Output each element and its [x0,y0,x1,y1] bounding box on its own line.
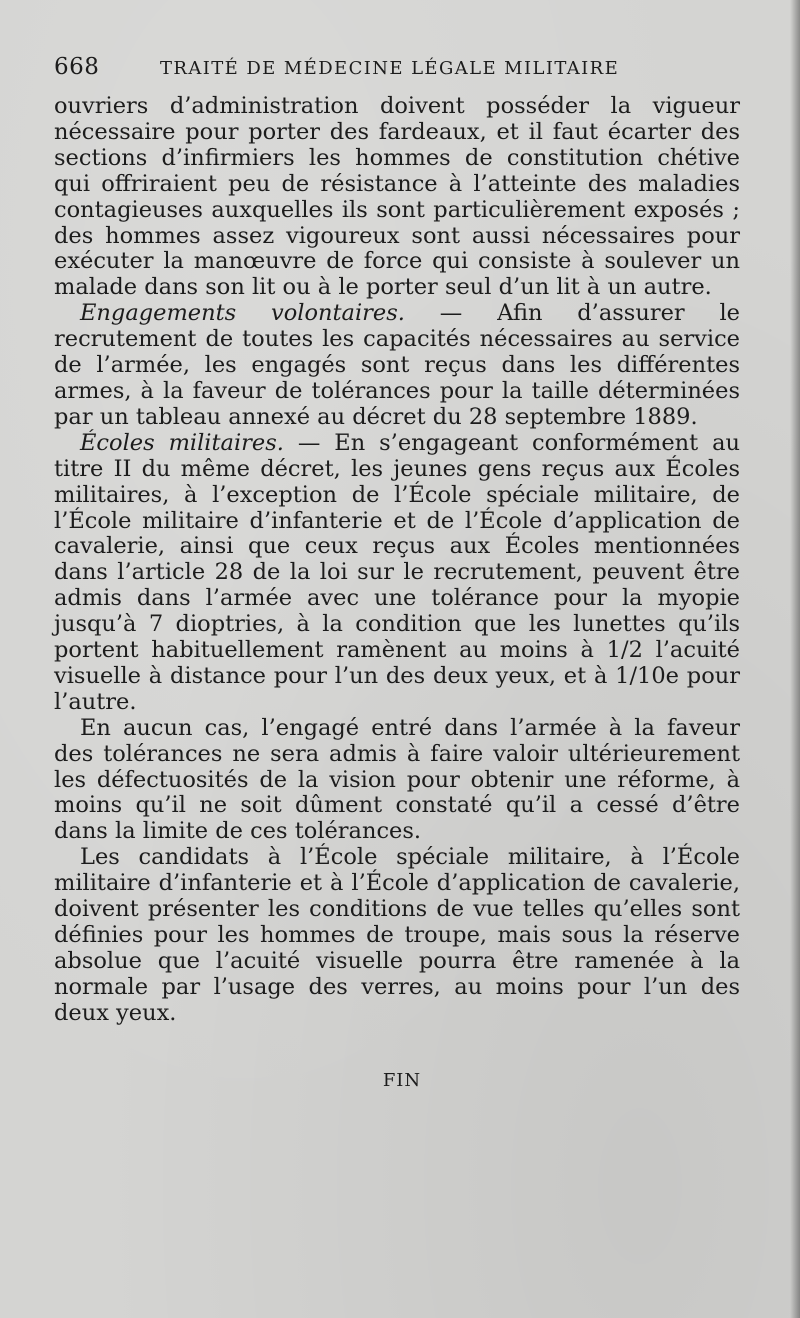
paragraph-text: En aucun cas, l’engagé entré dans l’armée à la faveur des tolérances ne sera admis à faire valoir ultérieurement les défectuosités de la vision pour obtenir une réforme, à moins qu’il ne soit dûment constaté qu’il a cessé d’être dans la limite de ces tolérances. [54,714,740,845]
section-heading: Écoles militaires. [80,429,284,456]
paragraph-les-candidats [54,845,740,1026]
body-text [54,94,740,1027]
end-mark: FIN [382,1070,422,1091]
running-title: TRAITÉ DE MÉDECINE LÉGALE MILITAIRE [160,58,620,79]
page-edge-shadow [790,0,800,1318]
section-heading: Engagements volontaires. [80,300,405,327]
paragraph-text: — En s’engageant conformément au titre II du même décret, les jeunes gens reçus aux Écoles militaires, à l’exception de l’École spéciale militaire, de l’École militaire d’infanterie et de l’École d’application de cavalerie, ainsi que ceux reçus aux Écoles mentionnées dans l’article 28 de la loi sur le recrutement, peuvent être admis dans l’armée avec une tolérance pour la myopie jusqu’à 7 dioptries, à la condition que les lunettes qu’ils portent habituellement ramènent au moins à 1/2 l’acuité visuelle à distance pour l’un des deux yeux, et à 1/10e pour l’autre. [54,429,740,715]
page-number: 668 [54,54,100,80]
paragraph-text: ouvriers d’administration doivent posséder la vigueur nécessaire pour porter des fardeaux, et il faut écarter des sections d’infirmiers les hommes de constitution chétive qui offriraient peu de résistance à l’atteinte des maladies contagieuses auxquelles ils sont particulièrement exposés ; des hommes assez vigoureux sont aussi nécessaires pour exécuter la manœuvre de force qui consiste à soulever un malade dans son lit ou à le porter seul d’un lit à un autre. [54,93,740,301]
paragraph-text: Les candidats à l’École spéciale militaire, à l’École militaire d’infanterie et à l’École d’application de cavalerie, doivent présenter les conditions de vue telles qu’elles sont définies pour les hommes de troupe, mais sous la réserve absolue que l’acuité visuelle pourra être ramenée à la normale par l’usage des verres, au moins pour l’un des deux yeux. [54,844,740,1026]
paragraph-text: — Afin d’assurer le recrutement de toutes les capacités nécessaires au service de l’armée, les engagés sont reçus dans les différentes armes, à la faveur de tolérances pour la taille déterminées par un tableau annexé au décret du 28 septembre 1889. [54,300,741,430]
paragraph-continuation [54,94,740,301]
paragraph-engagements-volontaires [54,301,740,431]
paragraph-en-aucun-cas [54,716,740,846]
page-header [54,54,744,84]
paragraph-ecoles-militaires [54,431,740,716]
